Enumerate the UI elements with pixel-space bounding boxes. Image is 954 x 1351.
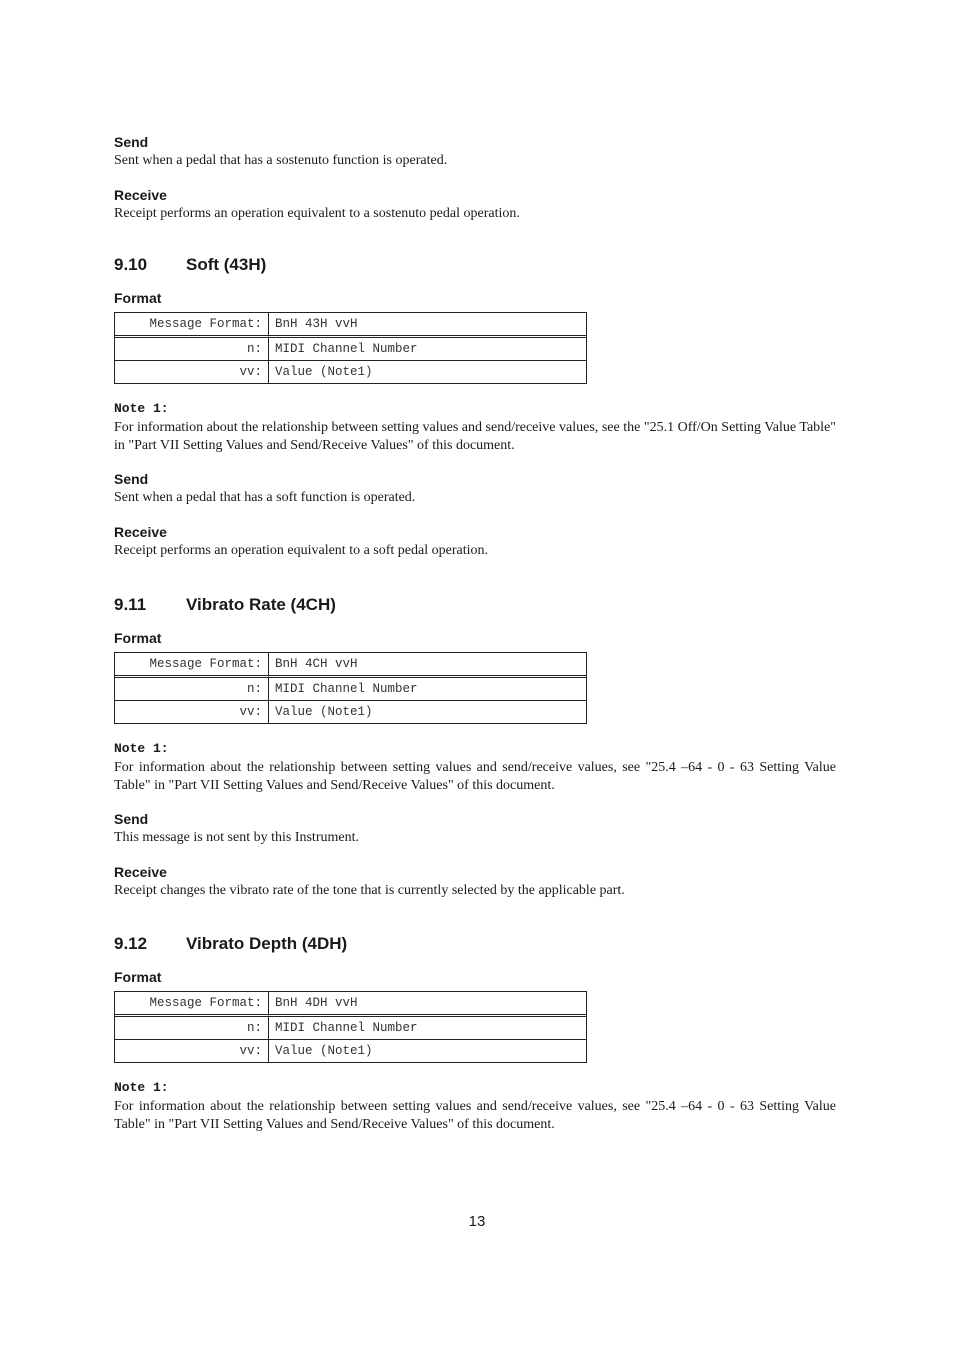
section-number: 9.12 bbox=[114, 934, 148, 953]
table-key: Message Format: bbox=[115, 992, 269, 1017]
table-row bbox=[115, 653, 586, 678]
receive-label: Receive bbox=[114, 523, 167, 540]
send-label: Send bbox=[114, 811, 149, 827]
note-label: Note 1: bbox=[114, 401, 169, 416]
table-value: MIDI Channel Number bbox=[269, 1017, 586, 1040]
table-key: Message Format: bbox=[115, 653, 269, 678]
note-text: For information about the relationship between setting values and send/receive values, see "25.4 –64 - 0 - 63 Setting Value Table" in "Part VII Setting Values and Send/Receive Values" of this document. bbox=[114, 760, 836, 793]
table-value: BnH 4CH vvH bbox=[269, 653, 586, 678]
section-title: Vibrato Rate (4CH) bbox=[186, 595, 336, 614]
table-row bbox=[115, 992, 586, 1017]
format-label: Format bbox=[114, 630, 162, 646]
format-label: Format bbox=[114, 290, 162, 306]
intro-block bbox=[114, 134, 836, 222]
section-heading bbox=[114, 595, 836, 615]
section-number: 9.11 bbox=[114, 595, 147, 614]
table-key: n: bbox=[115, 678, 269, 701]
table-key: vv: bbox=[115, 701, 269, 723]
table-row bbox=[115, 678, 586, 701]
table-value: BnH 43H vvH bbox=[269, 313, 586, 338]
table-row bbox=[115, 1017, 586, 1040]
format-label: Format bbox=[114, 969, 162, 985]
section-number: 9.10 bbox=[114, 255, 148, 274]
note-label: Note 1: bbox=[114, 741, 169, 756]
note-text: For information about the relationship between setting values and send/receive values, see "25.4 –64 - 0 - 63 Setting Value Table" in "Part VII Setting Values and Send/Receive Values" of this document. bbox=[114, 1099, 836, 1132]
format-table bbox=[114, 312, 587, 384]
table-key: n: bbox=[115, 338, 269, 361]
table-value: Value (Note1) bbox=[275, 365, 373, 379]
table-value: BnH 4DH vvH bbox=[269, 992, 586, 1017]
section-9-12 bbox=[114, 934, 836, 1133]
table-row bbox=[115, 361, 586, 383]
send-text: Sent when a pedal that has a soft function is operated. bbox=[114, 490, 416, 505]
send-text: This message is not sent by this Instrument. bbox=[114, 830, 359, 845]
send-label: Send bbox=[114, 471, 149, 487]
send-text: Sent when a pedal that has a sostenuto function is operated. bbox=[114, 153, 448, 168]
table-key: Message Format: bbox=[115, 313, 269, 338]
table-row bbox=[115, 338, 586, 361]
note-label: Note 1: bbox=[114, 1080, 169, 1095]
receive-text: Receipt performs an operation equivalent to a sostenuto pedal operation. bbox=[114, 205, 520, 221]
section-title: Vibrato Depth (4DH) bbox=[186, 934, 348, 953]
format-table bbox=[114, 991, 587, 1063]
table-row bbox=[115, 701, 586, 723]
receive-label: Receive bbox=[114, 863, 167, 880]
section-9-10 bbox=[114, 255, 836, 559]
table-key: vv: bbox=[115, 1040, 269, 1062]
note-text: For information about the relationship between setting values and send/receive values, see the "25.1 Off/On Setting Value Table" in "Part VII Setting Values and Send/Receive Values" of this document. bbox=[114, 420, 836, 453]
table-row bbox=[115, 313, 586, 338]
table-value: MIDI Channel Number bbox=[269, 338, 586, 361]
table-key: vv: bbox=[115, 361, 269, 383]
section-heading bbox=[114, 255, 836, 275]
table-value: MIDI Channel Number bbox=[269, 678, 586, 701]
format-table bbox=[114, 652, 587, 724]
receive-text: Receipt performs an operation equivalent to a soft pedal operation. bbox=[114, 542, 488, 558]
table-value: Value (Note1) bbox=[275, 1044, 373, 1058]
page-number: 13 bbox=[468, 1213, 486, 1230]
table-key: n: bbox=[115, 1017, 269, 1040]
receive-label: Receive bbox=[114, 186, 167, 203]
section-9-11 bbox=[114, 595, 836, 899]
section-title: Soft (43H) bbox=[186, 255, 267, 274]
table-value: Value (Note1) bbox=[275, 705, 373, 719]
receive-text: Receipt changes the vibrato rate of the tone that is currently selected by the applicable part. bbox=[114, 882, 625, 898]
section-heading bbox=[114, 934, 836, 954]
table-row bbox=[115, 1040, 586, 1062]
send-label: Send bbox=[114, 134, 149, 150]
